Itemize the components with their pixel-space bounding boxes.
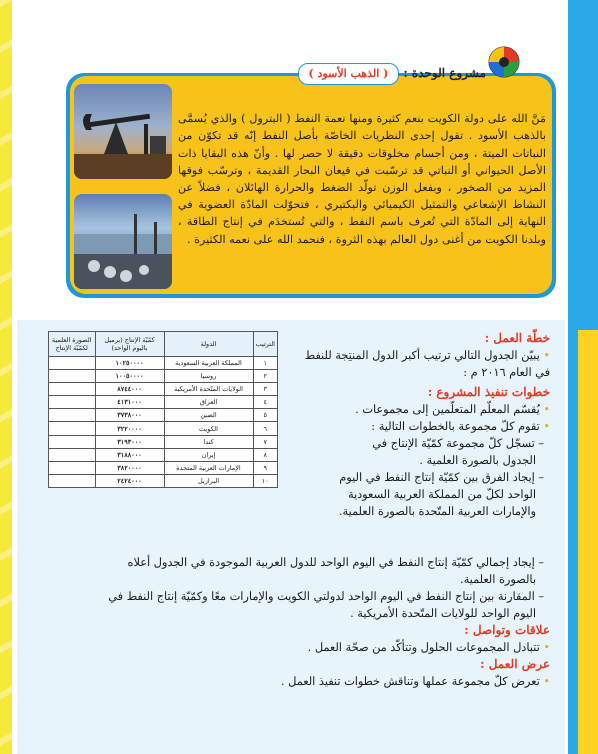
bullet-icon: • bbox=[539, 641, 550, 654]
cell-amount: ٤١٣١٠٠٠ bbox=[95, 396, 164, 409]
project-title-label: مشروع الوحدة : bbox=[403, 66, 486, 80]
cell-scientific[interactable] bbox=[49, 435, 96, 448]
cell-rank: ٣ bbox=[253, 383, 278, 396]
header-scientific: الصورة العلمية لكمّيّة الإنتاج bbox=[49, 332, 96, 357]
project-paragraph: مَنَّ الله على دولة الكويت بنعم كثيرة ومنها نعمة النفط ( البترول ) والذي يُسمَّى بالذهب الأسود . تقول إحدى النظريات الخاصّة بأصل النفط إنّه قد تكوّن من النباتات الميتة ، ومن أجسام مخلوقات دقيقة لا حصر لها . وأنّ هذه البقايا ذات الأصل الحيواني أو النباتي قد ترسّبت في قيعان البحار القديمة ، وترسّب فوقها المزيد من الصخور ، وبفعل الوزن تولّد الضغط والحرارة الهائلان ، فضلاً عن النشاط الإشعاعي والتمثيل الكيميائي والبكتيري ، فتحوّلت المادّة العضوية في النهاية إلى المادّة التي تُعرف باسم النفط ، والتي تُستخدَم في إنتاج الطاقة ، وبلدنا الكويت من أغنى دول العالم بهذه الثروة ، فنحمد الله على نعمه الكثيرة . bbox=[178, 112, 546, 246]
plan-item bbox=[288, 347, 550, 381]
step-dash-1b: الجدول بالصورة العلمية . bbox=[419, 454, 536, 467]
relations-item-text: تتبادل المجموعات الحلول وتتأكّد من صحّة العمل . bbox=[307, 641, 540, 654]
cell-scientific[interactable] bbox=[49, 448, 96, 461]
bullet-icon: • bbox=[539, 420, 550, 433]
relations-item bbox=[30, 639, 550, 656]
cell-scientific[interactable] bbox=[49, 461, 96, 474]
plan-item-text: يبيّن الجدول التالي ترتيب أكبر الدول المنتِجة للنفط في العام ٢٠١٦ م : bbox=[304, 349, 550, 379]
cell-amount: ٣٧٣٨٠٠٠ bbox=[95, 409, 164, 422]
bullet-icon: • bbox=[539, 403, 550, 416]
oil-pump-photo bbox=[74, 84, 172, 179]
cell-country: البرازيل bbox=[164, 474, 253, 487]
header-rank: الترتيب bbox=[253, 332, 278, 357]
cell-amount: ٨٧٤٤٠٠٠ bbox=[95, 383, 164, 396]
right-yellow-strip bbox=[578, 330, 598, 754]
step-dash-2a: – إيجاد الفرق بين كمّيّة إنتاج النفط في اليوم bbox=[339, 471, 544, 484]
cell-rank: ٢ bbox=[253, 370, 278, 383]
cell-rank: ١٠ bbox=[253, 474, 278, 487]
table-row bbox=[49, 435, 278, 448]
cell-country: كندا bbox=[164, 435, 253, 448]
step-dash-4b: اليوم الواحد للولايات المتّحدة الأمريكية . bbox=[350, 607, 536, 620]
project-title bbox=[296, 63, 486, 83]
table-row bbox=[49, 396, 278, 409]
steps-heading: خطوات تنفيذ المشروع : bbox=[427, 385, 550, 399]
table-row bbox=[49, 370, 278, 383]
step-dash-4a: – المقارنة بين إنتاج النفط في اليوم الواحد لدولتي الكويت والإمارات معًا وكمّيّة إنتاج النفط في bbox=[108, 590, 544, 603]
cell-amount: ٣٨٢٠٠٠٠ bbox=[95, 461, 164, 474]
table-row bbox=[49, 448, 278, 461]
cell-country: روسيا bbox=[164, 370, 253, 383]
step-dash-3b: بالصورة العلمية. bbox=[460, 573, 536, 586]
table-row bbox=[49, 409, 278, 422]
bullet-icon: • bbox=[539, 675, 550, 688]
step-dash-2b: الواحد لكلّ من المملكة العربية السعودية bbox=[347, 488, 536, 501]
cell-rank: ٥ bbox=[253, 409, 278, 422]
oil-production-table bbox=[48, 331, 278, 488]
bullet-icon: • bbox=[539, 349, 550, 362]
presentation-item bbox=[30, 673, 550, 690]
cell-rank: ٦ bbox=[253, 422, 278, 435]
table-row bbox=[49, 383, 278, 396]
step-dash-3a: – إيجاد إجمالي كمّيّة إنتاج النفط في اليوم الواحد للدول العربية الموجودة في الجدول أعلاه bbox=[127, 556, 544, 569]
step-bullet-1-text: يُقسّم المعلّم المتعلّمين إلى مجموعات . bbox=[355, 403, 540, 416]
presentation-item-text: تعرض كلّ مجموعة عملها وتناقش خطوات تنفيذ العمل . bbox=[280, 675, 540, 688]
relations-heading: علاقات وتواصل : bbox=[464, 623, 550, 637]
cell-rank: ٨ bbox=[253, 448, 278, 461]
cell-rank: ٤ bbox=[253, 396, 278, 409]
plan-heading: خطّة العمل : bbox=[484, 331, 550, 345]
table-row bbox=[49, 422, 278, 435]
table-row bbox=[49, 461, 278, 474]
step-bullet-2 bbox=[288, 418, 550, 435]
cell-amount: ٣١٨٨٠٠٠ bbox=[95, 448, 164, 461]
cell-country: إيران bbox=[164, 448, 253, 461]
step-dash-2c: والإمارات العربية المتّحدة بالصورة العلمية. bbox=[338, 505, 536, 518]
header-country: الدولة bbox=[164, 332, 253, 357]
cell-amount: ٣١٩٣٠٠٠ bbox=[95, 435, 164, 448]
cell-scientific[interactable] bbox=[49, 422, 96, 435]
refinery-photo bbox=[74, 194, 172, 289]
cell-country: العراق bbox=[164, 396, 253, 409]
cell-scientific[interactable] bbox=[49, 357, 96, 370]
cell-country: الكويت bbox=[164, 422, 253, 435]
cell-amount: ١٠٢٥٠٠٠٠ bbox=[95, 357, 164, 370]
cell-country: المملكة العربية السعودية bbox=[164, 357, 253, 370]
puzzle-icon bbox=[487, 45, 521, 79]
project-subtitle: ( الذهب الأسود ) bbox=[298, 63, 400, 85]
table-row bbox=[49, 357, 278, 370]
presentation-heading: عرض العمل : bbox=[480, 657, 550, 671]
table-row bbox=[49, 474, 278, 487]
step-dash-1a: – تسجّل كلّ مجموعة كمّيّة الإنتاج في bbox=[372, 437, 544, 450]
left-decorative-strip bbox=[0, 0, 12, 754]
cell-rank: ٩ bbox=[253, 461, 278, 474]
cell-scientific[interactable] bbox=[49, 396, 96, 409]
oil-production-table-wrap bbox=[48, 331, 278, 488]
cell-scientific[interactable] bbox=[49, 409, 96, 422]
step-bullet-2-text: تقوم كلّ مجموعة بالخطوات التالية : bbox=[371, 420, 540, 433]
header-amount: كمّيّة الإنتاج (برميل باليوم الواحد) bbox=[95, 332, 164, 357]
cell-scientific[interactable] bbox=[49, 383, 96, 396]
table-header-row bbox=[49, 332, 278, 357]
cell-scientific[interactable] bbox=[49, 370, 96, 383]
cell-amount: ٣٢٢٠٠٠٠ bbox=[95, 422, 164, 435]
cell-amount: ١٠٠٥٠٠٠٠ bbox=[95, 370, 164, 383]
cell-country: الصين bbox=[164, 409, 253, 422]
cell-country: الولايات المتّحدة الأمريكية bbox=[164, 383, 253, 396]
step-bullet-1 bbox=[288, 401, 550, 418]
cell-scientific[interactable] bbox=[49, 474, 96, 487]
cell-rank: ١ bbox=[253, 357, 278, 370]
cell-amount: ٢٤٢٤٠٠٠ bbox=[95, 474, 164, 487]
cell-country: الإمارات العربية المتحدة bbox=[164, 461, 253, 474]
cell-rank: ٧ bbox=[253, 435, 278, 448]
